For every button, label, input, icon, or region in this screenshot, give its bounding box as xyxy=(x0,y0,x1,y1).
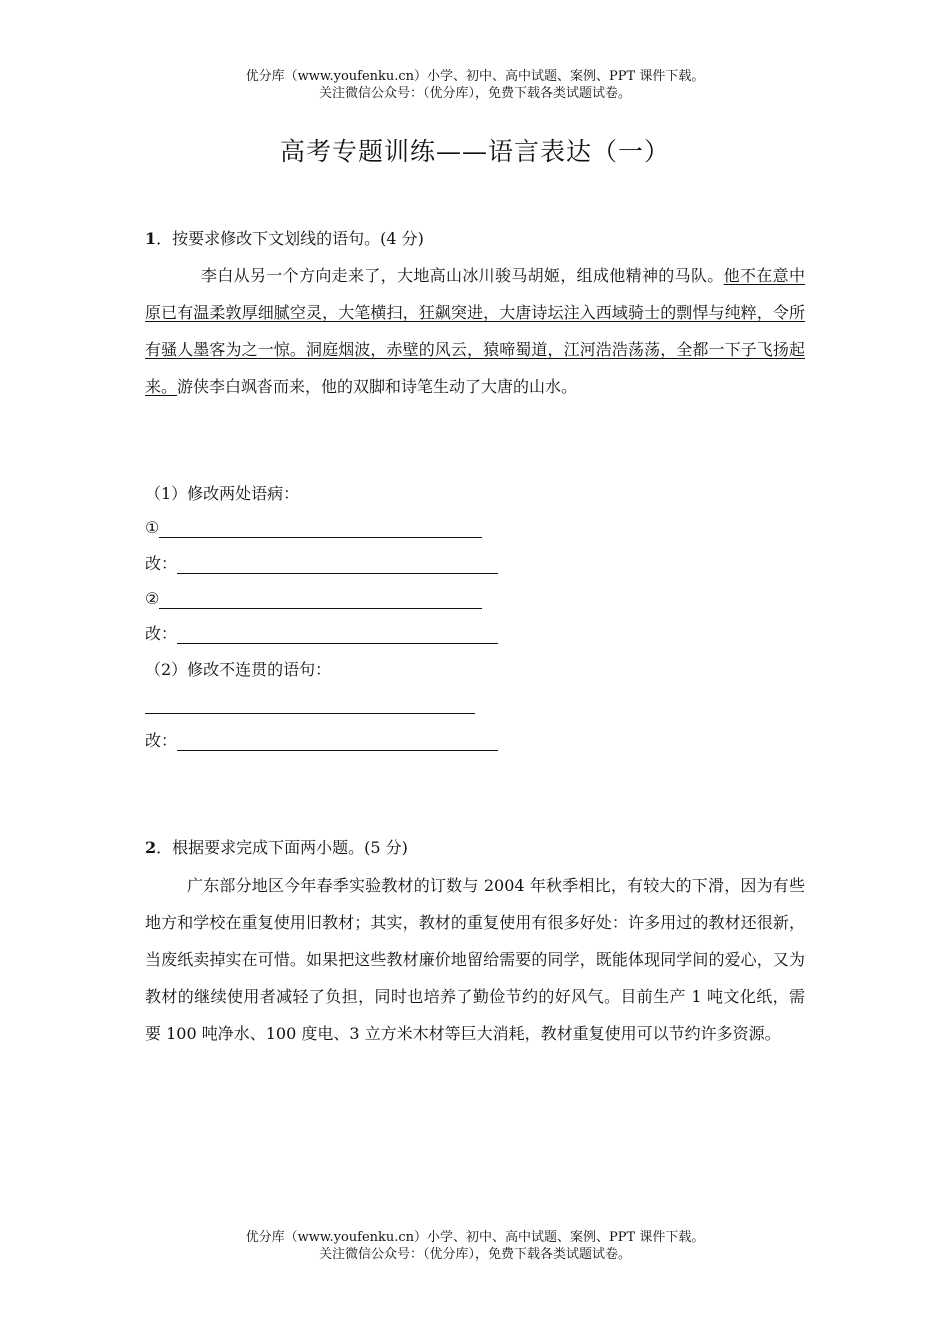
correction-blank-2[interactable] xyxy=(177,625,498,644)
page-title: 高考专题训练——语言表达（一） xyxy=(279,137,670,166)
correction-blank-3[interactable] xyxy=(177,732,498,751)
passage-start: 李白从另一个方向走来了，大地高山冰川骏马胡姬，组成他精神的马队。 xyxy=(201,266,724,285)
question-1-passage xyxy=(145,257,805,405)
question-1-prompt: ．按要求修改下文划线的语句。(4 分) xyxy=(156,229,424,248)
header-line-1: 优分库（www.youfenku.cn）小学、初中、高中试题、案例、PPT 课件下载。 xyxy=(245,69,705,84)
answer-line-1 xyxy=(145,518,482,538)
answer-blank-3[interactable] xyxy=(145,695,475,714)
passage-end: 游侠李白飒沓而来，他的双脚和诗笔生动了大唐的山水。 xyxy=(177,377,578,396)
change-label-1: 改： xyxy=(145,554,178,573)
answer-blank-2[interactable] xyxy=(159,590,482,609)
page-footer xyxy=(0,1229,950,1263)
correction-blank-1[interactable] xyxy=(177,555,498,574)
answer-line-2 xyxy=(145,589,482,609)
question-2-prompt: ．根据要求完成下面两小题。(5 分) xyxy=(156,838,408,857)
correction-line-1 xyxy=(145,554,498,574)
header-line-2: 关注微信公众号：（优分库），免费下载各类试题试卷。 xyxy=(318,86,631,101)
question-2-passage: 广东部分地区今年春季实验教材的订数与 2004 年秋季相比，有较大的下滑，因为有些地方和学校在重复使用旧教材；其实，教材的重复使用有很多好处：许多用过的教材还很新，当废纸卖掉实在可惜。如果把这些教材廉价地留给需要的同学，既能体现同学间的爱心，又为教材的继续使用者减轻了负担，同时也培养了勤俭节约的好风气。目前生产 1 吨文化纸，需要 100 吨净水、100 度电、3 立方米木材等巨大消耗，教材重复使用可以节约许多资源。 xyxy=(145,876,805,1043)
answer-line-3 xyxy=(145,694,475,714)
question-1-heading xyxy=(145,228,805,250)
footer-line-1: 优分库（www.youfenku.cn）小学、初中、高中试题、案例、PPT 课件下载。 xyxy=(245,1230,705,1245)
question-2-heading xyxy=(145,837,805,859)
question-2-number: 2 xyxy=(145,838,157,857)
question-1-number: 1 xyxy=(145,229,157,248)
change-label-3: 改： xyxy=(145,731,178,750)
sub-question-1-label: （1）修改两处语病： xyxy=(145,484,300,503)
correction-line-3 xyxy=(145,731,498,751)
mark-1: ① xyxy=(145,518,160,537)
correction-line-2 xyxy=(145,624,498,644)
question-2 xyxy=(145,837,805,1052)
passage-underlined: 他不在意中原已有温柔敦厚细腻空灵，大笔横扫，狂飙突进，大唐诗坛注入西域骑士的剽悍与纯粹，令所有骚人墨客为之一惊。洞庭烟波，赤壁的风云，猿啼蜀道，江河浩浩荡荡，全都一下子飞扬起来。 xyxy=(145,266,805,396)
question-1 xyxy=(145,228,805,405)
sub-question-2-label: （2）修改不连贯的语句： xyxy=(145,660,332,679)
footer-line-2: 关注微信公众号：（优分库），免费下载各类试题试卷。 xyxy=(318,1247,631,1262)
change-label-2: 改： xyxy=(145,624,178,643)
mark-2: ② xyxy=(145,589,160,608)
page-header xyxy=(0,68,950,102)
answer-blank-1[interactable] xyxy=(159,519,482,538)
